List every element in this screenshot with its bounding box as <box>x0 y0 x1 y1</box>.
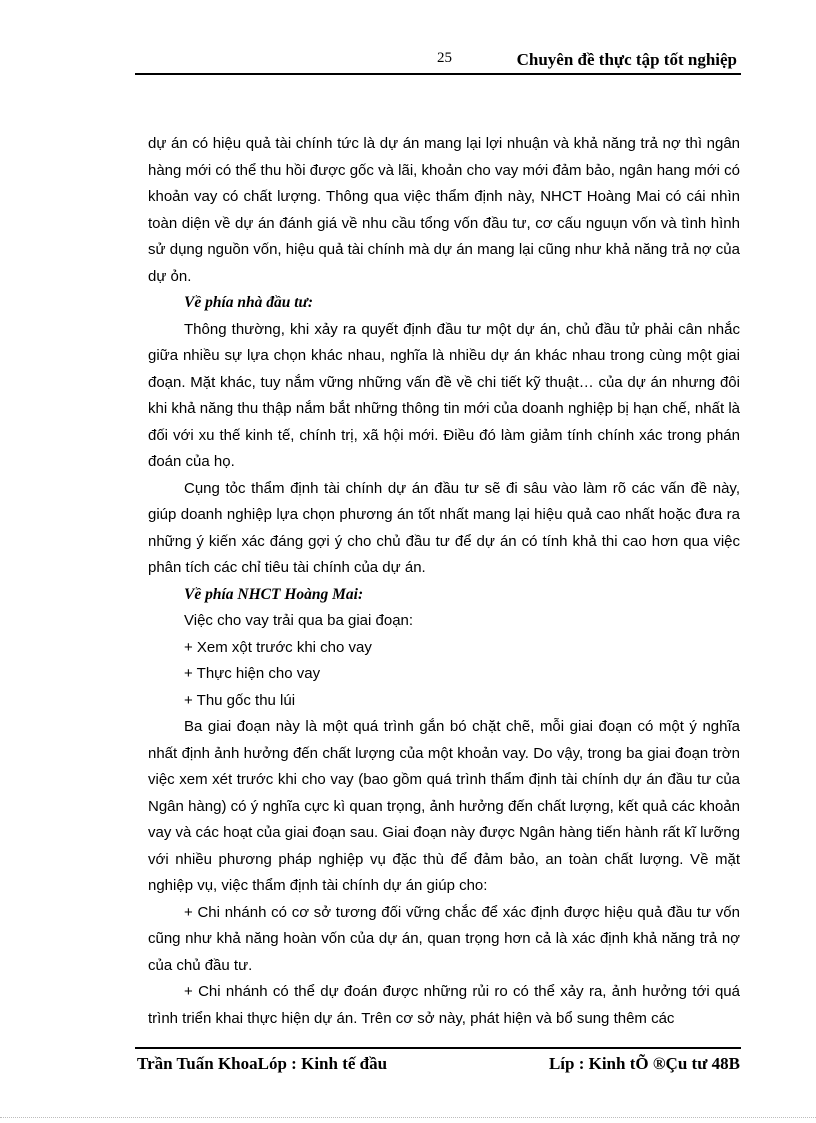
list-item: + Thu gốc thu lúi <box>184 691 296 709</box>
header-divider <box>135 73 741 75</box>
paragraph: + Chi nhánh có thể dự đoán được những rủi ro có thể xảy ra, ảnh hưởng tới quá trình triển khai thực hiện dự án. Trên cơ sở này, phát hiện và bổ sung thêm các <box>148 983 740 1027</box>
list-item: + Xem xột trước khi cho vay <box>184 638 372 656</box>
list-item: + Thực hiện cho vay <box>184 665 321 682</box>
paragraph-continuation: dự án có hiệu quả tài chính tức là dự án mang lại lợi nhuận và khả năng trả nợ thì ngân hàng mới có thể thu hồi được gốc và lãi, khoản cho vay mới đảm bảo, ngân hang mới có khoản vay có chất lượng. Thông qua việc thẩm định này, NHCT Hoàng Mai có cái nhìn toàn diện về dự án đánh giá về nhu cầu tổng vốn đầu tư, cơ cấu nguụn vốn và tình hình sử dụng nguồn vốn, hiệu quả tài chính mà dự án mang lại cũng như khả năng trả nợ của dự ỏn. <box>148 135 740 285</box>
header-title: Chuyên đề thực tập tốt nghiệp <box>516 50 737 69</box>
page-number: 25 <box>437 50 452 66</box>
section-heading-investor: Về phía nhà đầu tư: <box>184 294 314 311</box>
section-heading-bank: Về phía NHCT Hoàng Mai: <box>184 585 364 603</box>
paragraph: Thông thường, khi xảy ra quyết định đầu tư một dự án, chủ đầu tử phải cân nhắc giữa nhiều sự lựa chọn khác nhau, nghĩa là nhiều dự án khác nhau trong cùng một giai đoạn. Mặt khác, tuy nắm vững những vấn đề về chi tiết kỹ thuật… của dự án nhưng đôi khi khả năng thu thập nắm bắt những thông tin mới của doanh nghiệp bị hạn chế, nhất là đối với xu thế kinh tế, chính trị, xã hội mới. Điều đó làm giảm tính chính xác trong phán đoán của họ. <box>148 320 740 470</box>
paragraph: Ba giai đoạn này là một quá trình gắn bó chặt chẽ, mỗi giai đoạn có một ý nghĩa nhất định ảnh hưởng đến chất lượng của một khoản vay. Do vậy, trong ba giai đoạn trờn việc xem xét trước khi cho vay (bao gồm quá trình thẩm định tài chính dự án đầu tư của Ngân hàng) có ý nghĩa cực kì quan trọng, ảnh hưởng đến chất lượng, kết quả các khoản vay và các hoạt của giai đoạn sau. Giai đoạn này được Ngân hàng tiến hành rất kĩ lưỡng với nhiều phương pháp nghiệp vụ đặc thù để đảm bảo, an toàn chất lượng. Về mặt nghiệp vụ, việc thẩm định tài chính dự án giúp cho: <box>148 718 740 894</box>
page-edge-divider <box>0 1117 816 1118</box>
paragraph: + Chi nhánh có cơ sở tương đối vững chắc để xác định được hiệu quả đầu tư vốn cũng như khả năng hoàn vốn của dự án, quan trọng hơn cả là xác định khả năng trả nợ của chủ đầu tư. <box>148 903 740 974</box>
paragraph: Cụng tỏc thẩm định tài chính dự án đầu tư sẽ đi sâu vào làm rõ các vấn đề này, giúp doanh nghiệp lựa chọn phương án tốt nhất mang lại hiệu quả cao nhất hoặc đưa ra những ý kiến xác đáng gợi ý cho chủ đầu tư để dự án có tính khả thi cao hơn qua việc phân tích các chỉ tiêu tài chính của dự án. <box>148 479 740 576</box>
footer-author: Trần Tuấn KhoaLóp : Kinh tế đầu <box>137 1054 388 1073</box>
document-body <box>148 131 740 1032</box>
footer-divider <box>135 1047 741 1049</box>
list-intro: Việc cho vay trải qua ba giai đoạn: <box>184 612 414 629</box>
page-header <box>135 48 741 74</box>
footer-class: Líp : Kinh tÕ ®Çu tư 48B <box>548 1054 740 1073</box>
